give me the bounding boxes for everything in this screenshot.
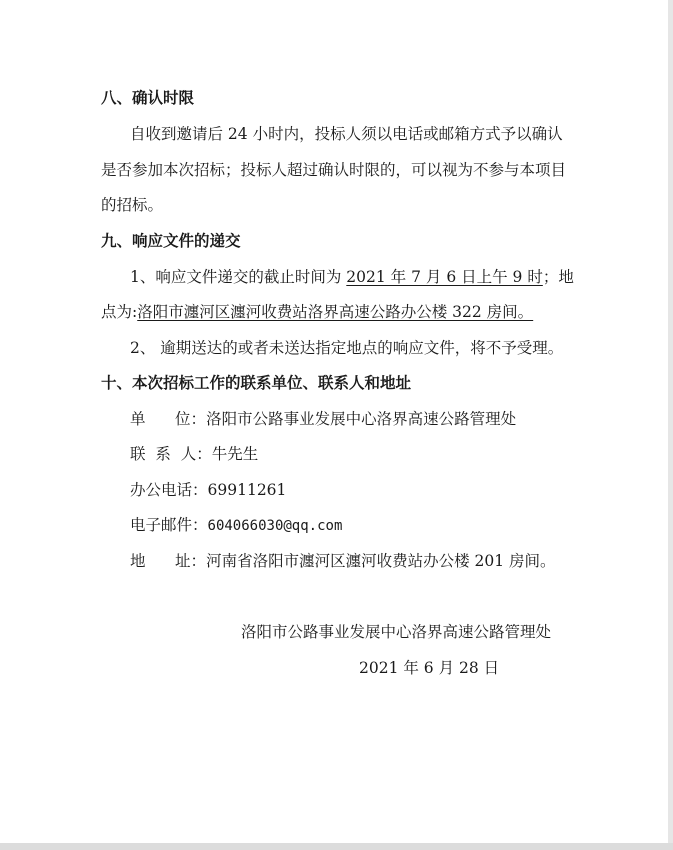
section-9-item-1-line-2 [101, 302, 533, 322]
contact-address-row [130, 551, 556, 571]
email-value: 604066030@qq.com [207, 518, 343, 534]
contact-value: 牛先生 [211, 445, 259, 463]
unit-value: 洛阳市公路事业发展中心洛界高速公路管理处 [206, 410, 517, 428]
section-8-heading: 八、确认时限 [101, 89, 195, 107]
location-prefix: 点为: [101, 303, 138, 321]
phone-value: 69911261 [207, 481, 287, 499]
address-label: 地 址： [130, 552, 207, 570]
submission-deadline: 2021 年 7 月 6 日上午 9 时 [346, 268, 543, 286]
scan-edge-bottom [0, 843, 673, 850]
contact-label: 联 系 人： [130, 445, 212, 463]
signature-date: 2021 年 6 月 28 日 [359, 659, 500, 677]
section-9-item-1-line-1 [130, 267, 574, 287]
phone-label: 办公电话： [130, 481, 208, 499]
deadline-prefix: 1、响应文件递交的截止时间为 [130, 268, 347, 286]
submission-location: 洛阳市瀍河区瀍河收费站洛界高速公路办公楼 322 房间。 [137, 303, 534, 321]
contact-phone-row [130, 480, 286, 500]
address-value: 河南省洛阳市瀍河区瀍河收费站办公楼 201 房间。 [206, 552, 556, 570]
signature-organization: 洛阳市公路事业发展中心洛界高速公路管理处 [241, 623, 552, 641]
section-9-heading: 九、响应文件的递交 [101, 232, 241, 250]
deadline-suffix: ；地 [542, 268, 574, 286]
section-9-item-2: 2、 逾期送达的或者未送达指定地点的响应文件，将不予受理。 [130, 339, 564, 357]
section-8-paragraph-line-3: 的招标。 [101, 196, 164, 214]
contact-person-row [130, 444, 258, 464]
contact-email-row [130, 515, 342, 536]
email-label: 电子邮件： [130, 516, 208, 534]
contact-unit-row [130, 409, 516, 429]
scan-edge-right [668, 0, 673, 850]
section-8-paragraph-line-1: 自收到邀请后 24 小时内，投标人须以电话或邮箱方式予以确认 [130, 125, 563, 143]
section-10-heading: 十、本次招标工作的联系单位、联系人和地址 [101, 374, 412, 392]
section-8-paragraph-line-2: 是否参加本次招标；投标人超过确认时限的，可以视为不参与本项目 [101, 161, 567, 179]
unit-label: 单 位： [130, 410, 207, 428]
